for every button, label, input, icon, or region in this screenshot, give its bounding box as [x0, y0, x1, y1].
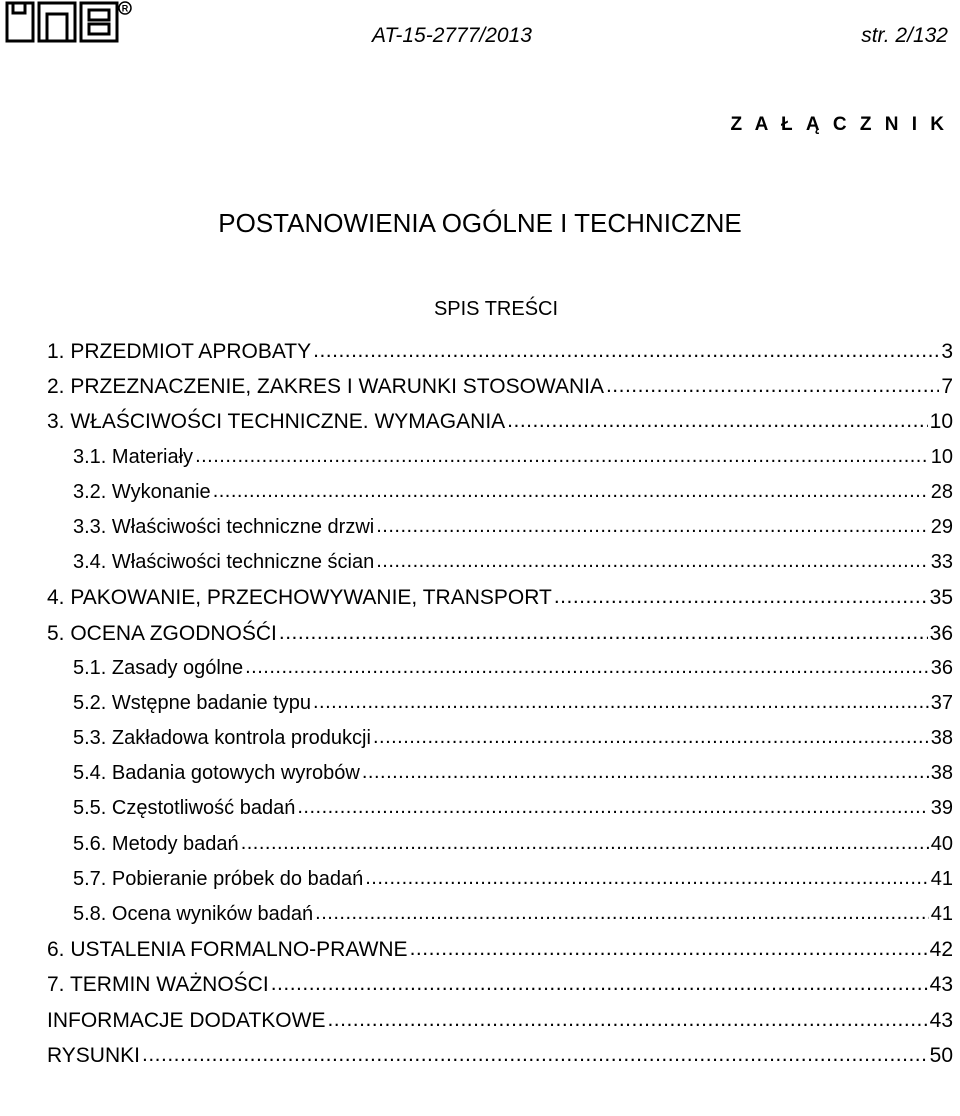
toc-leader-dots — [554, 585, 928, 609]
toc-entry-page: 10 — [929, 410, 953, 434]
toc-entry-label: 5.8. Ocena wyników badań — [73, 903, 314, 925]
toc-leader-dots — [245, 656, 929, 679]
toc-leader-dots — [297, 796, 928, 819]
svg-text:R: R — [121, 3, 129, 14]
toc-entry-page: 38 — [930, 762, 953, 785]
toc-entry[interactable] — [47, 446, 953, 481]
toc-leader-dots — [271, 972, 928, 996]
toc-entry-label: 5.3. Zakładowa kontrola produkcji — [73, 727, 371, 750]
toc-leader-dots — [279, 621, 928, 645]
toc-entry-label: 6. USTALENIA FORMALNO-PRAWNE — [47, 938, 408, 962]
toc-entry[interactable] — [47, 797, 953, 832]
toc-leader-dots — [315, 902, 929, 925]
toc-entry[interactable] — [47, 340, 953, 375]
toc-entry-label: 3.4. Właściwości techniczne ścian — [73, 551, 375, 574]
annex-label: Z A Ł Ą C Z N I K — [730, 114, 948, 135]
document-reference: AT-15-2777/2013 — [372, 24, 532, 47]
toc-entry[interactable] — [47, 586, 953, 621]
toc-heading: SPIS TREŚCI — [433, 298, 559, 320]
toc-entry-page: 41 — [930, 903, 953, 925]
page-number: str. 2/132 — [861, 24, 948, 47]
toc-leader-dots — [313, 339, 939, 363]
toc-entry-page: 40 — [930, 832, 953, 855]
toc-entry-label: 5.2. Wstępne badanie typu — [73, 691, 311, 714]
table-of-contents — [47, 340, 953, 1079]
toc-entry-page: 43 — [929, 1008, 953, 1032]
toc-entry[interactable] — [47, 903, 953, 938]
toc-entry-page: 7 — [941, 375, 953, 399]
toc-entry-label: 3.3. Właściwości techniczne drzwi — [73, 515, 375, 538]
toc-entry-page: 10 — [930, 445, 953, 468]
toc-leader-dots — [313, 691, 929, 714]
toc-entry-page: 50 — [929, 1043, 953, 1067]
toc-entry[interactable] — [47, 622, 953, 657]
toc-entry-label: 5.5. Częstotliwość badań — [73, 797, 296, 820]
toc-entry[interactable] — [47, 410, 953, 445]
toc-entry-page: 3 — [941, 340, 953, 363]
toc-entry-page: 38 — [930, 727, 953, 750]
toc-entry-page: 39 — [930, 797, 953, 820]
itb-logo — [4, 0, 134, 44]
toc-entry-label: 7. TERMIN WAŻNOŚCI — [47, 973, 269, 997]
toc-leader-dots — [142, 1043, 928, 1067]
toc-entry-label: INFORMACJE DODATKOWE — [47, 1008, 326, 1032]
toc-leader-dots — [195, 445, 929, 468]
toc-entry-label: 5.7. Pobieranie próbek do badań — [73, 867, 364, 890]
toc-leader-dots — [365, 867, 929, 890]
toc-leader-dots — [373, 726, 929, 749]
toc-entry[interactable] — [47, 657, 953, 692]
toc-entry[interactable] — [47, 1044, 953, 1079]
toc-leader-dots — [327, 1008, 927, 1032]
toc-entry[interactable] — [47, 375, 953, 410]
toc-entry-label: RYSUNKI — [47, 1043, 140, 1067]
toc-entry-label: 5.4. Badania gotowych wyrobów — [73, 762, 360, 785]
toc-entry-page: 28 — [930, 480, 953, 503]
toc-entry-page: 36 — [930, 656, 953, 679]
toc-entry-label: 2. PRZEZNACZENIE, ZAKRES I WARUNKI STOSOWANIA — [47, 375, 604, 399]
toc-entry-label: 3.1. Materiały — [73, 445, 194, 468]
toc-entry[interactable] — [47, 868, 953, 903]
toc-entry[interactable] — [47, 762, 953, 797]
toc-entry-label: 4. PAKOWANIE, PRZECHOWYWANIE, TRANSPORT — [47, 586, 552, 610]
toc-entry[interactable] — [47, 833, 953, 868]
toc-entry-page: 42 — [929, 938, 953, 962]
toc-entry[interactable] — [47, 727, 953, 762]
toc-leader-dots — [410, 937, 928, 961]
document-title: POSTANOWIENIA OGÓLNE I TECHNICZNE — [218, 208, 742, 238]
toc-entry[interactable] — [47, 551, 953, 586]
toc-entry-page: 33 — [930, 551, 953, 574]
toc-leader-dots — [507, 409, 927, 433]
toc-leader-dots — [376, 550, 929, 573]
toc-leader-dots — [376, 515, 929, 538]
toc-entry-page: 29 — [930, 515, 953, 538]
toc-entry-label: 5.6. Metody badań — [73, 832, 239, 855]
toc-entry[interactable] — [47, 1009, 953, 1044]
toc-entry[interactable] — [47, 516, 953, 551]
toc-entry-label: 3.2. Wykonanie — [73, 480, 211, 503]
toc-entry-page: 35 — [929, 586, 953, 610]
toc-entry[interactable] — [47, 481, 953, 516]
toc-entry-page: 37 — [930, 691, 953, 714]
toc-entry[interactable] — [47, 938, 953, 973]
toc-entry-label: 1. PRZEDMIOT APROBATY — [47, 340, 312, 363]
toc-entry[interactable] — [47, 973, 953, 1008]
toc-leader-dots — [213, 480, 929, 503]
toc-leader-dots — [606, 374, 939, 398]
toc-entry-page: 41 — [930, 867, 953, 890]
toc-entry-label: 5. OCENA ZGODNOŚĆI — [47, 621, 277, 645]
toc-leader-dots — [362, 761, 929, 784]
toc-entry[interactable] — [47, 692, 953, 727]
toc-entry-page: 36 — [929, 621, 953, 645]
toc-leader-dots — [241, 832, 929, 855]
toc-entry-page: 43 — [929, 973, 953, 997]
toc-entry-label: 3. WŁAŚCIWOŚCI TECHNICZNE. WYMAGANIA — [47, 410, 506, 434]
toc-entry-label: 5.1. Zasady ogólne — [73, 656, 244, 679]
